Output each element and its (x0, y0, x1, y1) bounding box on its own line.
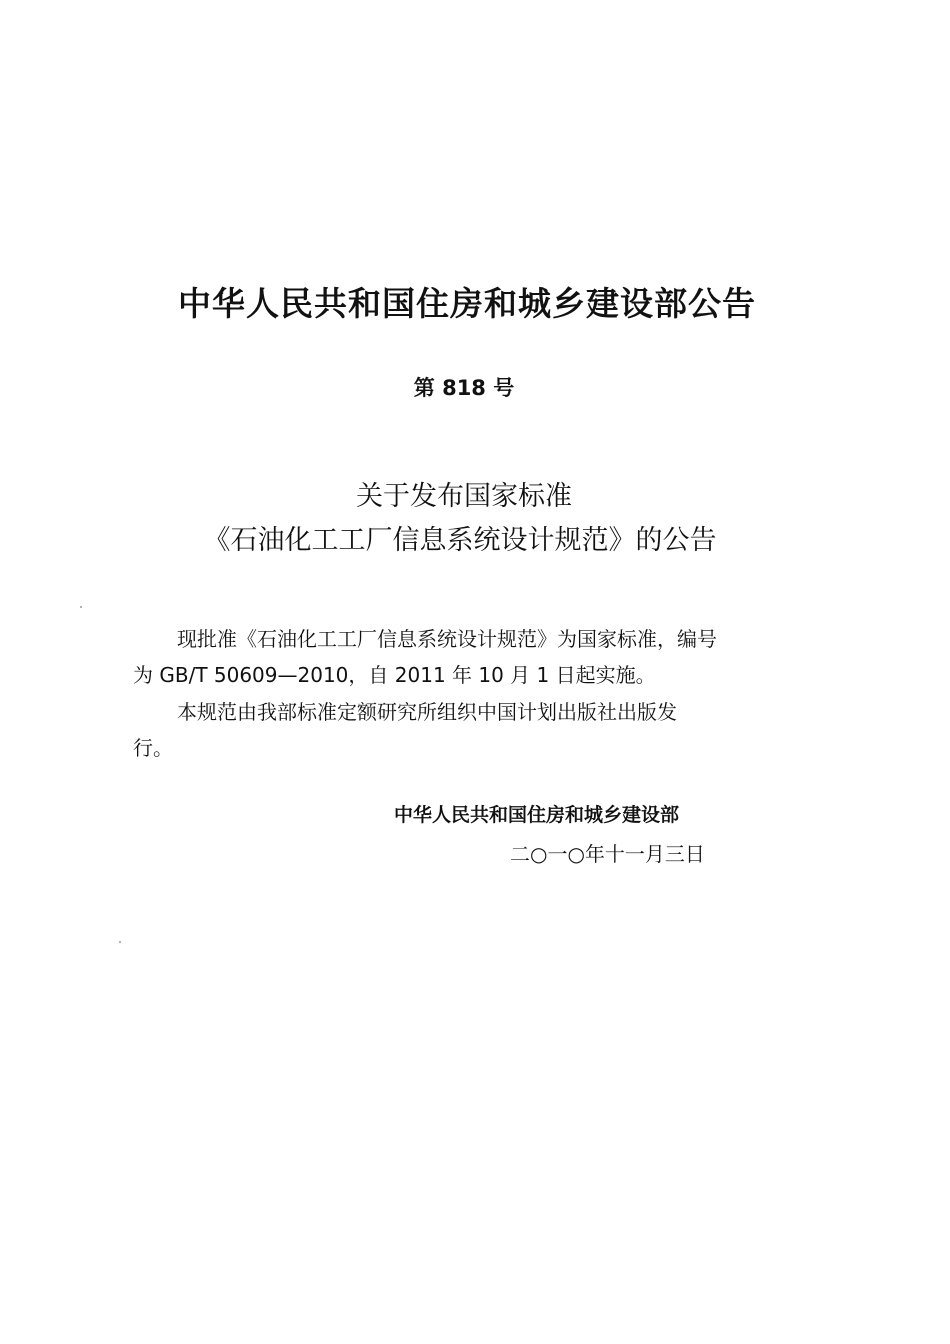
body-paragraph-2-line-1 (133, 694, 797, 730)
body-paragraph-1 (133, 621, 797, 693)
scan-speck (119, 941, 121, 943)
announcement-subtitle-line1: 关于发布国家标准 (356, 481, 572, 512)
body-paragraph-1-line-2: 为 GB/T 50609—2010，自 2011 年 10 月 1 日起实施。 (133, 663, 656, 687)
body-paragraph-2-text-1: 本规范由我部标准定额研究所组织中国计划出版社出版发 (177, 700, 677, 724)
announcement-subtitle-line2: 《石油化工工厂信息系统设计规范》的公告 (203, 525, 717, 556)
announcement-number: 第 818 号 (413, 376, 515, 400)
body-paragraph-1-text-1: 现批准《石油化工工厂信息系统设计规范》为国家标准，编号 (177, 627, 717, 651)
body-paragraph-2 (133, 694, 797, 766)
body-paragraph-2-line-2: 行。 (133, 736, 173, 760)
issue-date: 二○一○年十一月三日 (510, 842, 705, 866)
body-paragraph-1-line-1 (133, 621, 797, 657)
announcement-title: 中华人民共和国住房和城乡建设部公告 (178, 284, 756, 323)
issuing-authority: 中华人民共和国住房和城乡建设部 (394, 804, 680, 826)
scan-speck (80, 606, 82, 608)
